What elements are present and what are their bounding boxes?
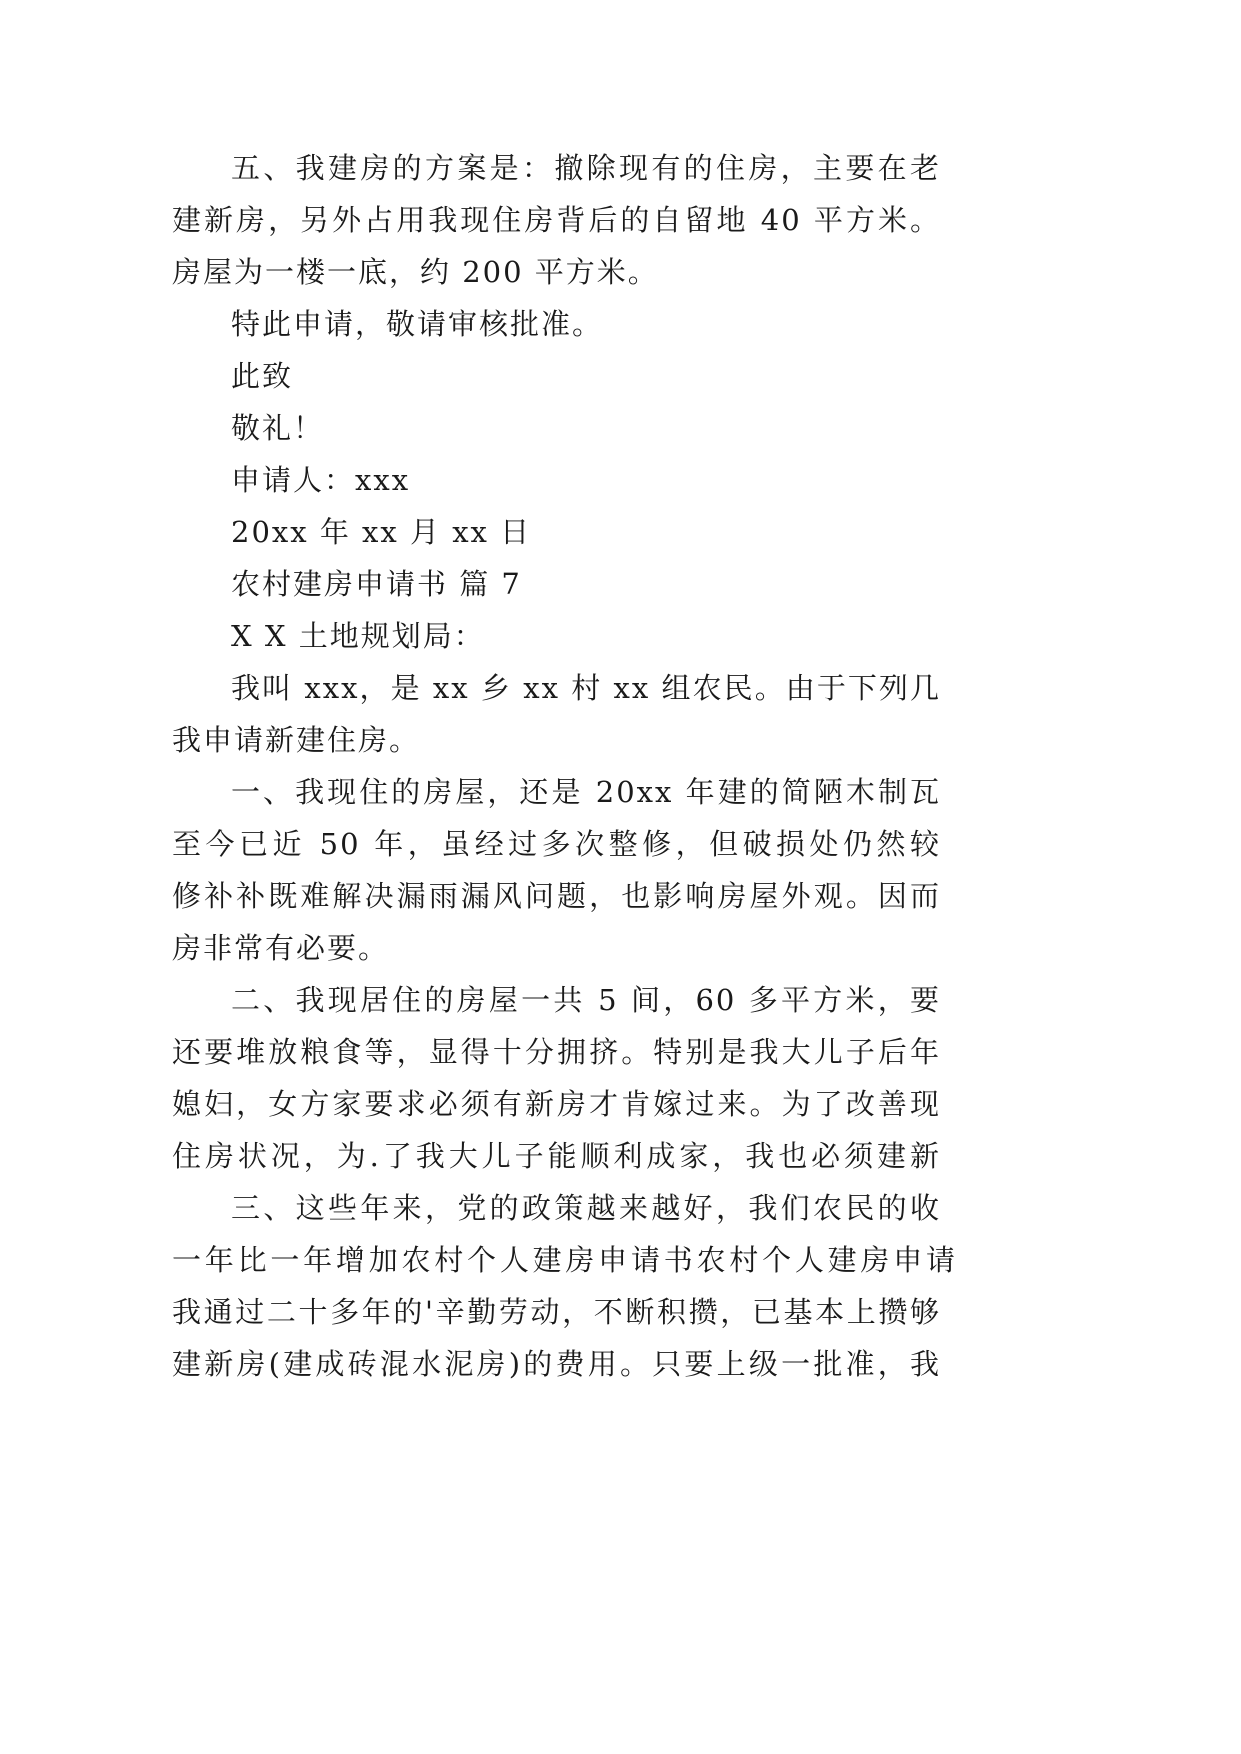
text-line: 特此申请，敬请审核批准。 — [231, 307, 604, 341]
text-line: 我申请新建住房。 — [172, 723, 421, 757]
text-line: 媳妇，女方家要求必须有新房才肯嫁过来。为了改善现 — [172, 1087, 941, 1121]
text-line: 一、我现住的房屋，还是 20xx 年建的简陋木制瓦 — [231, 775, 941, 809]
text-line: 一年比一年增加农村个人建房申请书农村个人建房申请 — [172, 1243, 957, 1277]
text-line: 20xx 年 xx 月 xx 日 — [231, 515, 532, 549]
text-line: 房屋为一楼一底，约 200 平方米。 — [172, 255, 659, 289]
text-line: 三、这些年来，党的政策越来越好，我们农民的收 — [231, 1191, 941, 1225]
text-line: 我通过二十多年的'辛勤劳动，不断积攒，已基本上攒够 — [172, 1295, 941, 1329]
text-line: 修补补既难解决漏雨漏风问题，也影响房屋外观。因而 — [172, 879, 941, 913]
text-line: 至今已近 50 年，虽经过多次整修，但破损处仍然较 — [172, 827, 941, 861]
text-line: 二、我现居住的房屋一共 5 间，60 多平方米，要 — [231, 983, 941, 1017]
text-line: 还要堆放粮食等，显得十分拥挤。特别是我大儿子后年 — [172, 1035, 941, 1069]
text-line: 敬礼！ — [231, 411, 325, 445]
text-line: 建新房，另外占用我现住房背后的自留地 40 平方米。 — [172, 203, 941, 237]
text-line: 此致 — [231, 359, 294, 393]
recipient-line: X X 土地规划局： — [231, 619, 485, 653]
text-line: 申请人：xxx — [231, 463, 411, 497]
text-line: 住房状况，为.了我大儿子能顺利成家，我也必须建新 — [172, 1139, 941, 1173]
text-line: 五、我建房的方案是：撤除现有的住房，主要在老 — [231, 151, 941, 185]
text-line: 我叫 xxx，是 xx 乡 xx 村 xx 组农民。由于下列几 — [231, 671, 941, 705]
text-line: 建新房(建成砖混水泥房)的费用。只要上级一批准，我 — [172, 1347, 941, 1381]
section-heading: 农村建房申请书 篇 7 — [231, 567, 522, 601]
text-line: 房非常有必要。 — [172, 931, 390, 965]
